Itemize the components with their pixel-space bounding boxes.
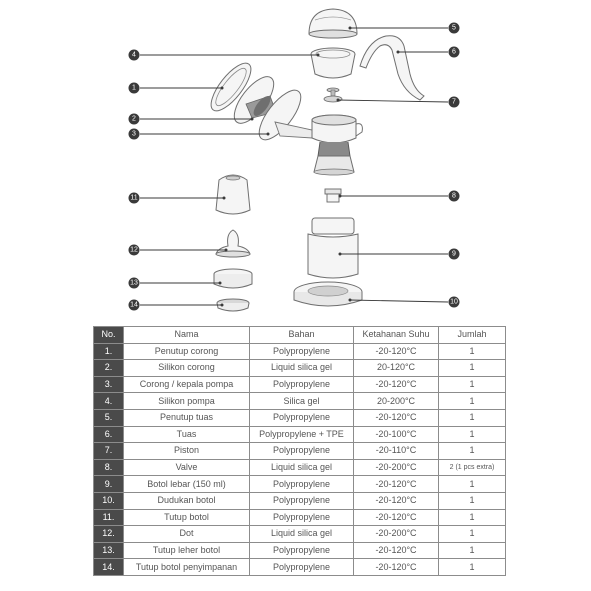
cell-jumlah: 1 xyxy=(439,393,506,410)
cell-nama: Piston xyxy=(124,443,250,460)
callout-8 xyxy=(449,191,460,202)
cell-bahan: Liquid silica gel xyxy=(250,459,354,476)
cell-nama: Corong / kepala pompa xyxy=(124,376,250,393)
svg-text:9: 9 xyxy=(452,250,456,258)
cell-no: 7. xyxy=(94,443,124,460)
cell-bahan: Polypropylene + TPE xyxy=(250,426,354,443)
parts-table xyxy=(93,326,506,576)
cell-jumlah: 1 xyxy=(439,476,506,493)
cell-suhu: -20-120°C xyxy=(354,343,439,360)
cell-nama: Tuas xyxy=(124,426,250,443)
svg-text:8: 8 xyxy=(452,192,456,200)
svg-text:7: 7 xyxy=(452,98,456,106)
header-suhu: Ketahanan Suhu xyxy=(354,327,439,344)
svg-text:2: 2 xyxy=(132,115,136,123)
cell-bahan: Liquid silica gel xyxy=(250,360,354,377)
cell-bahan: Polypropylene xyxy=(250,443,354,460)
table-row xyxy=(94,459,506,476)
cell-nama: Silikon corong xyxy=(124,360,250,377)
part-bottle-cap xyxy=(216,175,250,214)
cell-bahan: Liquid silica gel xyxy=(250,526,354,543)
cell-no: 10. xyxy=(94,492,124,509)
callout-2 xyxy=(129,114,140,125)
part-bottle-stand xyxy=(294,282,362,306)
table-row xyxy=(94,526,506,543)
cell-jumlah: 1 xyxy=(439,343,506,360)
cell-nama: Tutup botol xyxy=(124,509,250,526)
table-row xyxy=(94,443,506,460)
part-bottle xyxy=(308,218,358,278)
cell-jumlah: 1 xyxy=(439,360,506,377)
cell-suhu: -20-100°C xyxy=(354,426,439,443)
cell-no: 11. xyxy=(94,509,124,526)
table-row xyxy=(94,360,506,377)
table-header-row xyxy=(94,327,506,344)
header-bahan: Bahan xyxy=(250,327,354,344)
table-row xyxy=(94,343,506,360)
callout-5 xyxy=(449,23,460,34)
cell-nama: Silikon pompa xyxy=(124,393,250,410)
header-no: No. xyxy=(94,327,124,344)
cell-nama: Valve xyxy=(124,459,250,476)
cell-bahan: Polypropylene xyxy=(250,376,354,393)
svg-text:14: 14 xyxy=(130,301,138,309)
cell-no: 9. xyxy=(94,476,124,493)
cell-suhu: -20-110°C xyxy=(354,443,439,460)
cell-no: 3. xyxy=(94,376,124,393)
table-row xyxy=(94,542,506,559)
cell-suhu: -20-120°C xyxy=(354,559,439,576)
cell-bahan: Polypropylene xyxy=(250,409,354,426)
table-row xyxy=(94,492,506,509)
cell-suhu: -20-120°C xyxy=(354,376,439,393)
svg-text:13: 13 xyxy=(130,279,138,287)
table-row xyxy=(94,559,506,576)
cell-bahan: Polypropylene xyxy=(250,476,354,493)
callout-3 xyxy=(129,129,140,140)
svg-text:11: 11 xyxy=(130,194,138,202)
svg-text:5: 5 xyxy=(452,24,456,32)
callout-9 xyxy=(449,249,460,260)
cell-jumlah: 1 xyxy=(439,426,506,443)
svg-text:12: 12 xyxy=(130,246,138,254)
cell-jumlah: 2 (1 pcs extra) xyxy=(439,459,506,476)
callout-14 xyxy=(129,300,140,311)
cell-nama: Dudukan botol xyxy=(124,492,250,509)
callout-4 xyxy=(129,50,140,61)
cell-jumlah: 1 xyxy=(439,542,506,559)
cell-jumlah: 1 xyxy=(439,559,506,576)
cell-suhu: -20-120°C xyxy=(354,509,439,526)
header-nama: Nama xyxy=(124,327,250,344)
cell-no: 8. xyxy=(94,459,124,476)
cell-no: 14. xyxy=(94,559,124,576)
table-row xyxy=(94,509,506,526)
callout-10 xyxy=(449,297,460,308)
table-row xyxy=(94,393,506,410)
cell-no: 2. xyxy=(94,360,124,377)
callout-13 xyxy=(129,278,140,289)
callout-11 xyxy=(129,193,140,204)
cell-bahan: Polypropylene xyxy=(250,542,354,559)
svg-text:6: 6 xyxy=(452,48,456,56)
callout-6 xyxy=(449,47,460,58)
svg-text:1: 1 xyxy=(132,84,136,92)
cell-bahan: Polypropylene xyxy=(250,492,354,509)
cell-jumlah: 1 xyxy=(439,443,506,460)
cell-suhu: -20-120°C xyxy=(354,476,439,493)
cell-bahan: Polypropylene xyxy=(250,343,354,360)
cell-bahan: Silica gel xyxy=(250,393,354,410)
part-lever xyxy=(360,36,424,100)
cell-nama: Penutup tuas xyxy=(124,409,250,426)
cell-no: 12. xyxy=(94,526,124,543)
cell-suhu: -20-200°C xyxy=(354,459,439,476)
cell-suhu: -20-120°C xyxy=(354,409,439,426)
svg-text:4: 4 xyxy=(132,51,136,59)
cell-suhu: 20-120°C xyxy=(354,360,439,377)
cell-bahan: Polypropylene xyxy=(250,559,354,576)
cell-suhu: 20-200°C xyxy=(354,393,439,410)
table-row xyxy=(94,426,506,443)
cell-suhu: -20-120°C xyxy=(354,492,439,509)
parts-table-body xyxy=(94,343,506,575)
part-neck-ring xyxy=(214,269,252,288)
cell-no: 1. xyxy=(94,343,124,360)
cell-jumlah: 1 xyxy=(439,376,506,393)
cell-jumlah: 1 xyxy=(439,492,506,509)
cell-bahan: Polypropylene xyxy=(250,509,354,526)
cell-suhu: -20-200°C xyxy=(354,526,439,543)
cell-jumlah: 1 xyxy=(439,409,506,426)
header-jumlah: Jumlah xyxy=(439,327,506,344)
cell-suhu: -20-120°C xyxy=(354,542,439,559)
cell-no: 13. xyxy=(94,542,124,559)
svg-text:3: 3 xyxy=(132,130,136,138)
cell-nama: Dot xyxy=(124,526,250,543)
cell-nama: Tutup leher botol xyxy=(124,542,250,559)
cell-no: 5. xyxy=(94,409,124,426)
cell-nama: Botol lebar (150 ml) xyxy=(124,476,250,493)
cell-nama: Tutup botol penyimpanan xyxy=(124,559,250,576)
cell-nama: Penutup corong xyxy=(124,343,250,360)
svg-text:10: 10 xyxy=(450,298,458,306)
part-pump-silicone xyxy=(311,48,355,78)
part-pump-body xyxy=(312,115,362,175)
table-row xyxy=(94,376,506,393)
cell-no: 4. xyxy=(94,393,124,410)
part-teat xyxy=(216,230,250,257)
part-lever-cover xyxy=(309,9,357,38)
cell-no: 6. xyxy=(94,426,124,443)
callout-7 xyxy=(449,97,460,108)
table-row xyxy=(94,476,506,493)
callout-1 xyxy=(129,83,140,94)
cell-jumlah: 1 xyxy=(439,526,506,543)
cell-jumlah: 1 xyxy=(439,509,506,526)
table-row xyxy=(94,409,506,426)
callout-12 xyxy=(129,245,140,256)
